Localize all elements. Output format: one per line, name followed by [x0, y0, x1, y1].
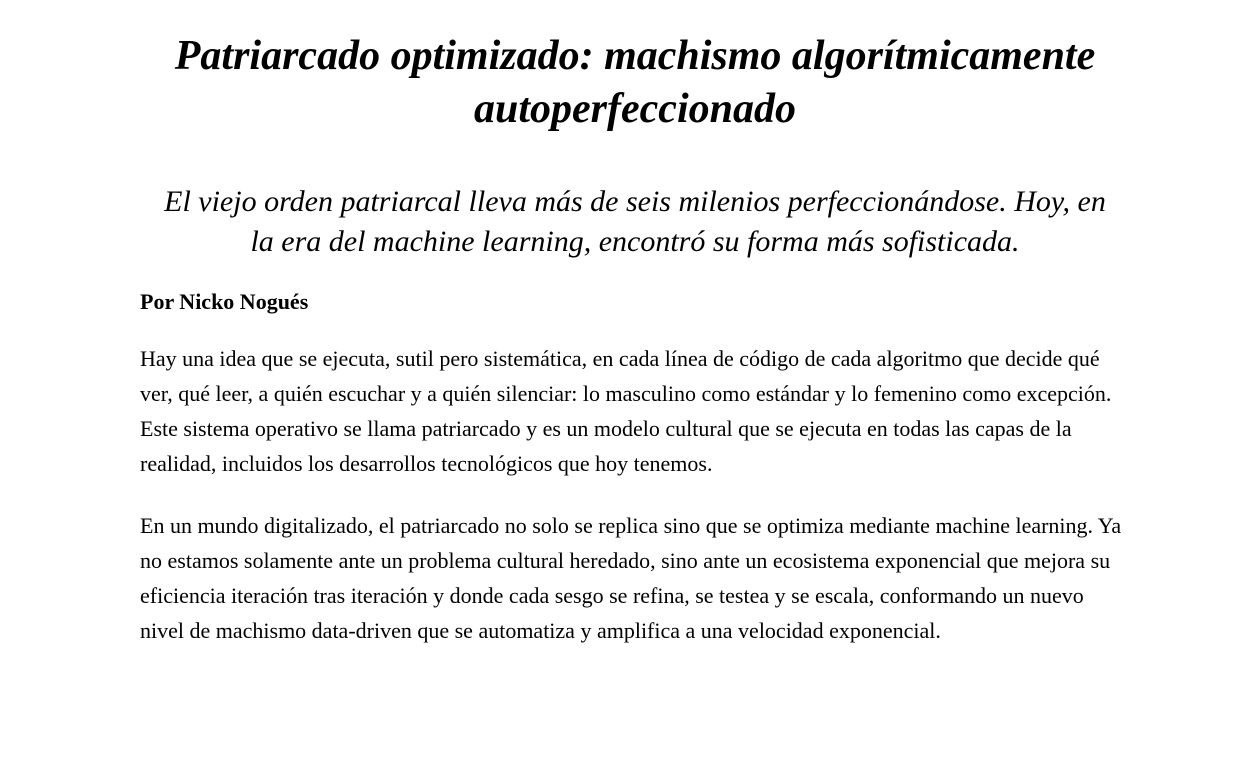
article-paragraph-1: Hay una idea que se ejecuta, sutil pero sistemática, en cada línea de código de cada algoritmo que decide qué ver, qué leer, a quién escuchar y a quién silenciar: lo masculino como estándar y lo femenino como excepción. Este sistema operativo se llama patriarcado y es un modelo cultural que se ejecuta en todas las capas de la realidad, incluidos los desarrollos tecnológicos que hoy tenemos.: [140, 346, 1112, 476]
article-paragraph-2: En un mundo digitalizado, el patriarcado no solo se replica sino que se optimiza mediante machine learning. Ya no estamos solamente ante un problema cultural heredado, sino ante un ecosistema exponencial que mejora su eficiencia iteración tras iteración y donde cada sesgo se refina, se testea y se escala, conformando un nuevo nivel de machismo data-driven que se automatiza y amplifica a una velocidad exponencial.: [140, 513, 1122, 643]
article-subtitle: El viejo orden patriarcal lleva más de seis milenios perfeccionándose. Hoy, en la era del machine learning, encontró su forma más sofisticada.: [164, 185, 1106, 258]
article-byline: Por Nicko Nogués: [140, 289, 309, 314]
article-title: Patriarcado optimizado: machismo algorítmicamente autoperfeccionado: [174, 33, 1096, 132]
